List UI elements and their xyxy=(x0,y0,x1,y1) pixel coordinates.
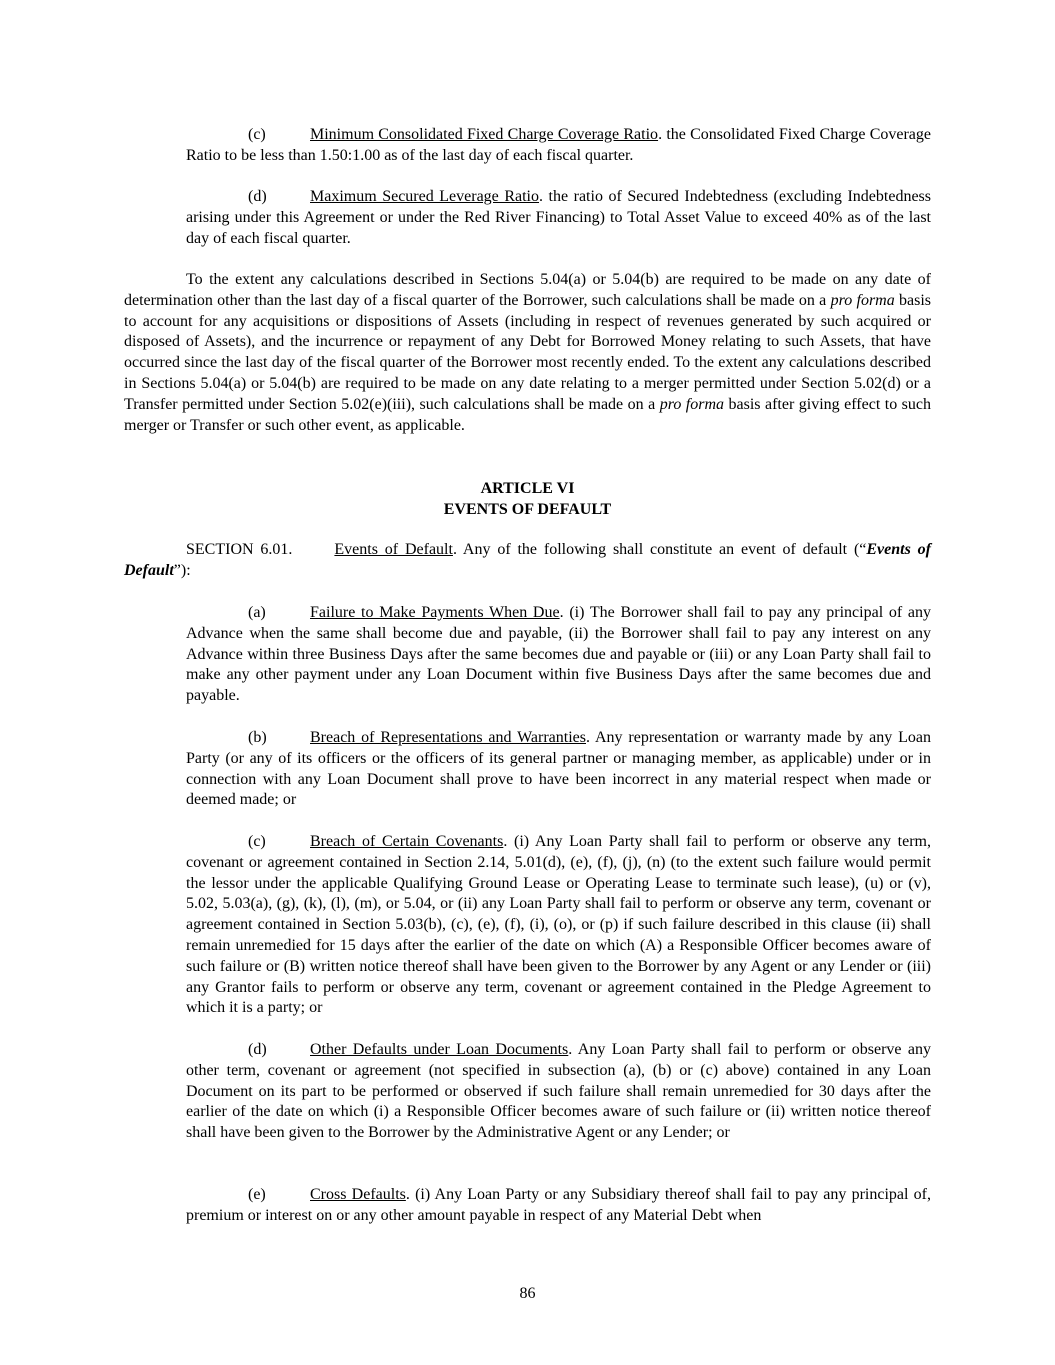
page-number: 86 xyxy=(519,1285,536,1302)
clause-heading: Minimum Consolidated Fixed Charge Coverage Ratio xyxy=(310,126,659,143)
pro-forma-italic-2: pro forma xyxy=(659,395,725,413)
pro-forma-italic-1: pro forma xyxy=(830,291,895,309)
section-label: SECTION 6.01. xyxy=(186,541,293,558)
clause-label: (a) xyxy=(248,604,266,621)
clause-label: (e) xyxy=(248,1186,266,1203)
clause-heading: Cross Defaults xyxy=(310,1186,406,1203)
defined-term: Events of Default xyxy=(124,541,931,579)
default-item-c xyxy=(186,832,931,1019)
section-text-end: ”): xyxy=(173,561,191,579)
clause-label: (d) xyxy=(248,188,267,205)
default-item-a xyxy=(186,603,931,707)
section-5-04-c xyxy=(186,125,931,167)
clause-text: . (i) The Borrower shall fail to pay any principal of any Advance when the same shall become due and payable, (ii) the Borrower shall fail to pay any interest on any Advance within three Business Days after the same becomes due and payable or (iii) or any Loan Party shall fail to make any other payment under any Loan Document within five Business Days after the same becomes due and payable. xyxy=(186,604,932,705)
default-item-e xyxy=(186,1185,931,1227)
pro-forma-text-2: basis to account for any acquisitions or dispositions of Assets (including in respect of revenues generated by such acquired or disposed of Assets), and the incurrence or repayment of any Debt for Borrowed Money relating to such Assets, that have occurred since the last day of the fiscal quarter of the Borrower most recently ended. To the extent any calculations described in Sections 5.04(a) or 5.04(b) are required to be made on any date relating to a merger permitted under Section 5.02(d) or a Transfer permitted under Section 5.02(e)(iii), such calculations shall be made on a xyxy=(124,291,932,413)
section-text: . Any of the following shall constitute an event of default (“ xyxy=(452,541,867,558)
clause-text: . the ratio of Secured Indebtedness (excluding Indebtedness arising under this Agreement or under the Red River Financing) to Total Asset Value to exceed 40% as of the last day of each fiscal quarter. xyxy=(186,188,931,247)
clause-heading: Other Defaults under Loan Documents xyxy=(310,1041,569,1058)
clause-label: (c) xyxy=(248,126,266,143)
clause-heading: Breach of Representations and Warranties xyxy=(310,729,586,746)
clause-label: (c) xyxy=(248,833,266,850)
clause-heading: Breach of Certain Covenants xyxy=(310,833,504,850)
clause-text: . (i) Any Loan Party shall fail to perform or observe any term, covenant or agreement contained in Section 2.14, 5.01(d), (e), (f), (j), (n) (to the extent such failure would permit the lessor under the applicable Qualifying Ground Lease or Operating Lease to terminate such lease), (u) or (v), 5.02, 5.03(a), (g), (k), (l), (m), or 5.04, or (ii) any Loan Party shall fail to perform or observe any term, covenant or agreement contained in Section 5.03(b), (c), (e), (f), (i), (o), or (p) if such failure described in this clause (ii) shall remain unremedied for 15 days after the earlier of the date on which (A) a Responsible Officer becomes aware of such failure or (B) written notice thereof shall have been given to the Borrower by any Agent or any Lender or (iii) any Grantor fails to perform or observe any term, covenant or agreement contained in the Pledge Agreement to which it is a party; or xyxy=(186,833,931,1017)
pro-forma-paragraph xyxy=(124,270,931,436)
pro-forma-text-3: basis after giving effect to such merger or Transfer or such other event, as applicable. xyxy=(124,395,931,434)
section-6-01 xyxy=(124,540,931,582)
clause-text: . Any Loan Party shall fail to perform or observe any other term, covenant or agreement (not specified in subsection (a), (b) or (c) above) contained in any Loan Document on its part to be performed or observed if such failure shall remain unremedied for 30 days after the earlier of the date on which (i) a Responsible Officer becomes aware of such failure or (ii) written notice thereof shall have been given to the Borrower by the Administrative Agent or any Lender; or xyxy=(186,1041,932,1142)
clause-text: . (i) Any Loan Party or any Subsidiary thereof shall fail to pay any principal of, premium or interest on or any other amount payable in respect of any Material Debt when xyxy=(186,1186,932,1224)
article-number: ARTICLE VI xyxy=(480,480,575,497)
default-item-b xyxy=(186,728,931,811)
clause-heading: Failure to Make Payments When Due xyxy=(310,604,560,621)
clause-heading: Maximum Secured Leverage Ratio xyxy=(310,188,539,205)
section-heading: Events of Default xyxy=(334,541,453,558)
pro-forma-text-1: To the extent any calculations described in Sections 5.04(a) or 5.04(b) are required to be made on any date of determination other than the last day of a fiscal quarter of the Borrower, such calculations shall be made on a xyxy=(124,271,931,309)
section-5-04-d xyxy=(186,187,931,249)
clause-label: (d) xyxy=(248,1041,267,1058)
clause-text: . the Consolidated Fixed Charge Coverage Ratio to be less than 1.50:1.00 as of the last day of each fiscal quarter. xyxy=(186,126,931,164)
article-title: EVENTS OF DEFAULT xyxy=(443,501,612,518)
clause-text: . Any representation or warranty made by any Loan Party (or any of its officers or the officers of its general partner or managing member, as applicable) under or in connection with any Loan Document shall prove to have been incorrect in any material respect when made or deemed made; or xyxy=(186,729,932,809)
clause-label: (b) xyxy=(248,729,267,746)
default-item-d xyxy=(186,1040,931,1144)
